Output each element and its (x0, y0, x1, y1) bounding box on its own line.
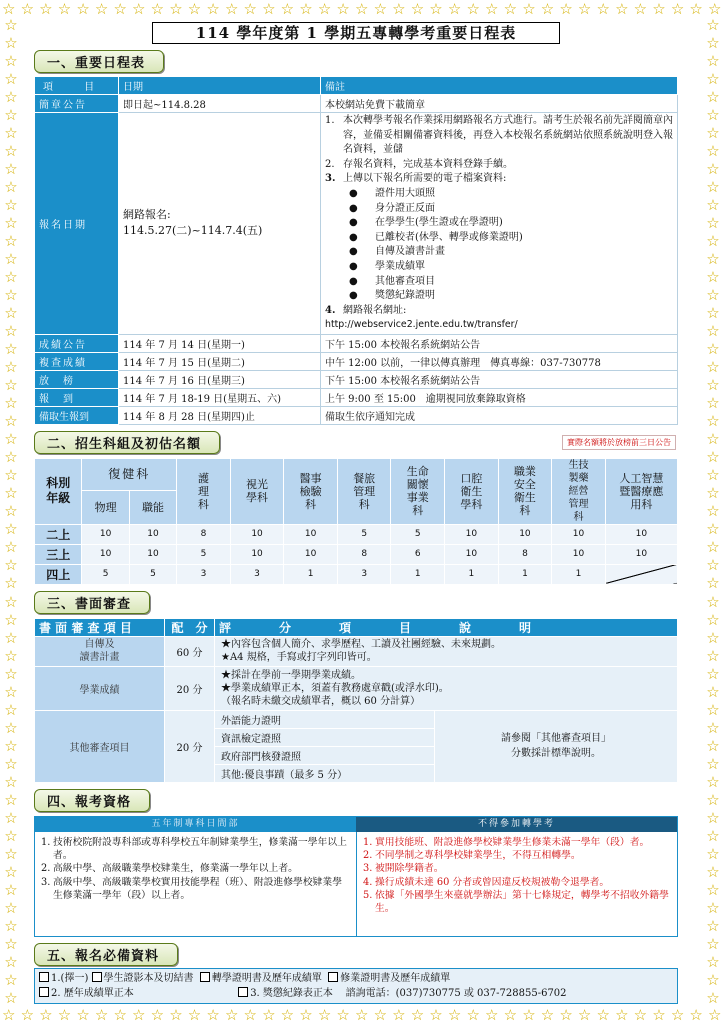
dept-physio: 物理 (82, 490, 129, 524)
quota-value: 8 (498, 544, 552, 564)
qualification-item: 2. 不同學制之專科學校肄業學生，不得互相轉學。 (363, 850, 581, 862)
page-content (34, 22, 678, 1004)
qualification-eligible (35, 817, 356, 936)
quota-value: 10 (230, 524, 284, 544)
review-score: 60 分 (165, 636, 215, 666)
schedule-note: 中午 12:00 以前，一律以傳真辦理 傳真專線：037-730778 (321, 352, 678, 370)
quota-section (34, 425, 678, 454)
grade-label: 二上 (35, 524, 82, 544)
section-documents-heading: 五、報名必備資料 (34, 943, 178, 966)
bullet-icon: ● (349, 187, 358, 199)
bullet-icon: ● (349, 290, 358, 302)
quota-notice: 實際名額將於放榜前三日公告 (562, 435, 676, 450)
quota-value: 10 (82, 524, 129, 544)
bullet-icon: ● (349, 275, 358, 287)
schedule-table (34, 76, 678, 425)
review-row-other (35, 710, 678, 728)
quota-value: 10 (498, 524, 552, 544)
qualification-eligible-list (35, 832, 356, 936)
review-desc: ★內容包含個人簡介、求學歷程、工讀及社團經驗、未來規劃。 ★A4 規格，手寫或打字列印皆可。 (215, 636, 678, 666)
documents-row-1 (39, 971, 673, 986)
review-header-item: 書 面 審 查 項 目 (35, 618, 165, 636)
schedule-date: 114 年 7 月 15 日(星期二) (119, 352, 321, 370)
checkbox[interactable] (39, 987, 49, 997)
quota-value: 1 (498, 564, 552, 584)
checkbox[interactable] (238, 987, 248, 997)
registration-url-link[interactable]: http://webservice2.jente.edu.tw/transfer/ (325, 319, 518, 331)
dept-rehab: 復健科 (82, 458, 177, 490)
note-item: 1. 本次轉學考報名作業採用網路報名方式進行。請考生於報名前先詳閱簡章內容，並備妥相關備審資料後，再登入本校報名系統網站依照系統說明登入報名資料，並儲 (325, 115, 673, 156)
schedule-note: 本校網站免費下載簡章 (321, 95, 678, 113)
review-subitem: 其他:優良事蹟（最多 5 分） (215, 764, 435, 782)
schedule-row (35, 406, 678, 424)
bullet-item: ● 獎懲紀錄證明 (325, 289, 673, 304)
schedule-header-date: 日期 (119, 77, 321, 95)
dept-header: 口腔衛生學科 (445, 458, 499, 524)
section-qualification-heading: 四、報考資格 (34, 789, 150, 812)
section-schedule-heading: 一、重要日程表 (34, 50, 164, 73)
schedule-label: 複查成績 (35, 352, 119, 370)
dept-header: 生命關懷事業科 (391, 458, 445, 524)
review-subitem: 外語能力證明 (215, 710, 435, 728)
bullet-item: ● 其他審查項目 (325, 275, 673, 290)
registration-dates: 114.5.27(二)~114.7.4(五) (123, 224, 263, 238)
quota-value: 1 (552, 564, 606, 584)
doc-label: 轉學證明書及歷年成績單 (211, 972, 322, 984)
quota-value: 5 (391, 524, 445, 544)
quota-value: 8 (177, 524, 231, 544)
schedule-label: 報名日期 (35, 113, 119, 335)
checkbox[interactable] (92, 972, 102, 982)
quota-value: 10 (445, 544, 499, 564)
note-item: 4. 網路報名網址: (325, 304, 407, 316)
dept-header: 護理科 (177, 458, 231, 524)
quota-value: 5 (337, 524, 391, 544)
quota-value: 5 (129, 564, 176, 584)
schedule-header-row (35, 77, 678, 95)
dept-header: 職業安全衛生科 (498, 458, 552, 524)
qualification-eligible-heading: 五年制專科日間部 (35, 817, 356, 832)
schedule-label: 簡章公告 (35, 95, 119, 113)
schedule-date (119, 113, 321, 335)
doc-label: 修業證明書及歷年成績單 (340, 972, 451, 984)
note-item: 2. 存報名資料，完成基本資料登錄手續。 (325, 158, 513, 170)
quota-value: 10 (605, 544, 677, 564)
quota-value: 5 (82, 564, 129, 584)
quota-value: 3 (337, 564, 391, 584)
qualification-item: 5. 依據「外國學生來臺就學辦法」第十七條規定，轉學考不招收外籍學生。 (363, 889, 669, 914)
doc-label: 3. 獎懲紀錄表正本 (250, 987, 333, 999)
bullet-item: ● 身分證正反面 (325, 202, 673, 217)
dept-header: 人工智慧暨醫療應用科 (605, 458, 677, 524)
star-border-right: ☆ ☆ ☆ ☆ ☆ ☆ ☆ ☆ ☆ ☆ ☆ ☆ ☆ ☆ ☆ ☆ ☆ ☆ ☆ ☆ ☆ ☆ ☆ ☆ ☆ ☆ ☆ ☆ ☆ ☆ ☆ ☆ ☆ ☆ ☆ ☆ ☆ ☆ ☆ ☆ ☆ ☆ ☆ ☆ ☆ ☆ ☆ ☆ ☆ ☆ ☆ ☆ ☆ ☆ ☆ (706, 16, 720, 1007)
review-subitem: 資訊檢定證照 (215, 728, 435, 746)
qualification-item: 1. 實用技能班、附設進修學校肄業學生修業未滿一學年（段）者。 (363, 836, 650, 848)
schedule-label: 成績公告 (35, 334, 119, 352)
schedule-date: 114 年 7 月 16 日(星期三) (119, 370, 321, 388)
quota-value: 1 (391, 564, 445, 584)
star-border-bottom: ☆ ☆ ☆ ☆ ☆ ☆ ☆ ☆ ☆ ☆ ☆ ☆ ☆ ☆ ☆ ☆ ☆ ☆ ☆ ☆ ☆ ☆ ☆ ☆ ☆ ☆ ☆ ☆ ☆ ☆ ☆ ☆ ☆ ☆ ☆ ☆ ☆ ☆ ☆ (2, 1006, 722, 1024)
review-other-note: 請參閱「其他審查項目」 分數採計標準說明。 (435, 710, 678, 782)
bullet-item: ● 學業成績單 (325, 260, 673, 275)
section-quota-heading: 二、招生科組及初估名額 (34, 431, 220, 454)
dept-occupational: 職能 (129, 490, 176, 524)
quota-value: 1 (445, 564, 499, 584)
schedule-label: 報 到 (35, 388, 119, 406)
bullet-icon: ● (349, 246, 358, 258)
review-header-score: 配 分 (165, 618, 215, 636)
quota-value: 10 (445, 524, 499, 544)
quota-value: 10 (82, 544, 129, 564)
bullet-icon: ● (349, 202, 358, 214)
quota-header-row (35, 458, 678, 490)
schedule-row-registration (35, 113, 678, 335)
review-desc: ★採計在學前一學期學業成績。 ★學業成績單正本，須蓋有教務處章戳(或浮水印)。 （報名時未繳交成績單者，概以 60 分計算） (215, 666, 678, 710)
page-title: 114 學年度第 1 學期五專轉學考重要日程表 (152, 22, 560, 44)
quota-row (35, 564, 678, 584)
review-score: 20 分 (165, 666, 215, 710)
bullet-item: ● 自傳及讀書計畫 (325, 245, 673, 260)
documents-panel (34, 968, 678, 1004)
quota-value: 1 (284, 564, 338, 584)
schedule-header-item: 項 目 (35, 77, 119, 95)
doc-label: 2. 歷年成績單正本 (51, 987, 134, 999)
review-subitem: 政府部門核發證照 (215, 746, 435, 764)
quota-value: 10 (129, 524, 176, 544)
review-item-label: 自傳及 讀書計畫 (35, 636, 165, 666)
star-border-top: ☆ ☆ ☆ ☆ ☆ ☆ ☆ ☆ ☆ ☆ ☆ ☆ ☆ ☆ ☆ ☆ ☆ ☆ ☆ ☆ ☆ ☆ ☆ ☆ ☆ ☆ ☆ ☆ ☆ ☆ ☆ ☆ ☆ ☆ ☆ ☆ ☆ ☆ ☆ (2, 0, 722, 18)
checkbox[interactable] (39, 972, 49, 982)
checkbox[interactable] (200, 972, 210, 982)
registration-notes (321, 113, 678, 335)
schedule-row (35, 334, 678, 352)
schedule-note: 上午 9:00 至 15:00 逾期視同放棄錄取資格 (321, 388, 678, 406)
qualification-ineligible-list (356, 832, 677, 936)
schedule-note: 備取生依序通知完成 (321, 406, 678, 424)
quota-value: 10 (129, 544, 176, 564)
dept-header: 餐旅管理科 (337, 458, 391, 524)
quota-value: 10 (284, 544, 338, 564)
review-item-label: 學業成績 (35, 666, 165, 710)
review-score: 20 分 (165, 710, 215, 782)
bullet-item: ● 證件用大頭照 (325, 187, 673, 202)
schedule-row (35, 352, 678, 370)
qualification-item: 1. 技術校院附設專科部或專科學校五年制肄業學生，修業滿一學年以上者。 (41, 836, 347, 862)
bullet-icon: ● (349, 217, 358, 229)
grade-label: 四上 (35, 564, 82, 584)
quota-table (34, 458, 678, 585)
dept-header: 生技製藥經營管理科 (552, 458, 606, 524)
bullet-item: ● 已離校者(休學、轉學或修業證明) (325, 231, 673, 246)
schedule-date: 即日起~114.8.28 (119, 95, 321, 113)
dept-header: 醫事檢驗科 (284, 458, 338, 524)
schedule-date: 114 年 7 月 14 日(星期一) (119, 334, 321, 352)
qualification-item: 3. 高級中學、高級職業學校實用技能學程（班）、附設進修學校肄業學生修業滿一學年（段）以上者。 (41, 876, 343, 901)
schedule-date: 114 年 8 月 28 日(星期四)止 (119, 406, 321, 424)
section-review-heading: 三、書面審查 (34, 591, 150, 614)
review-table (34, 618, 678, 783)
review-row-grades (35, 666, 678, 710)
schedule-label: 備取生報到 (35, 406, 119, 424)
quota-value: 10 (230, 544, 284, 564)
quota-corner-cell: 科別 年級 (35, 458, 82, 524)
bullet-icon: ● (349, 231, 358, 243)
star-border-left: ☆ ☆ ☆ ☆ ☆ ☆ ☆ ☆ ☆ ☆ ☆ ☆ ☆ ☆ ☆ ☆ ☆ ☆ ☆ ☆ ☆ ☆ ☆ ☆ ☆ ☆ ☆ ☆ ☆ ☆ ☆ ☆ ☆ ☆ ☆ ☆ ☆ ☆ ☆ ☆ ☆ ☆ ☆ ☆ ☆ ☆ ☆ ☆ ☆ ☆ ☆ ☆ ☆ ☆ ☆ (4, 16, 18, 1007)
quota-value: 5 (177, 544, 231, 564)
qualification-item: 4. 操行成績未達 60 分者或曾因違反校規被勒令退學者。 (363, 876, 610, 888)
schedule-note: 下午 15:00 本校報名系統網站公告 (321, 370, 678, 388)
review-header-desc: 評 分 項 目 說 明 (215, 618, 678, 636)
bullet-item: ● 在學學生(學生證或在學證明) (325, 216, 673, 231)
quota-value: 10 (552, 524, 606, 544)
quota-value: 10 (605, 524, 677, 544)
contact-phone: 諮詢電話：(037)730775 或 037-728855-6702 (345, 987, 567, 999)
schedule-header-note: 備註 (321, 77, 678, 95)
schedule-row (35, 370, 678, 388)
note-item: 3. 上傳以下報名所需要的電子檔案資料: (325, 173, 507, 185)
qualification-ineligible-heading: 不得參加轉學考 (356, 817, 677, 832)
review-row-autobio (35, 636, 678, 666)
doc-label: 學生證影本及切結書 (103, 972, 194, 984)
quota-value: 6 (391, 544, 445, 564)
doc-label: 1.(擇一) (51, 972, 89, 984)
qualification-item: 2. 高級中學、高級職業學校肄業生，修業滿一學年以上者。 (41, 863, 298, 875)
schedule-label: 放 榜 (35, 370, 119, 388)
dept-header: 視光學科 (230, 458, 284, 524)
documents-row-2 (39, 986, 673, 1001)
schedule-row (35, 388, 678, 406)
qualification-ineligible (356, 817, 677, 936)
review-header-row (35, 618, 678, 636)
quota-value-na (605, 564, 677, 584)
quota-value: 8 (337, 544, 391, 564)
qualification-item: 3. 被開除學籍者。 (363, 863, 444, 875)
quota-value: 3 (177, 564, 231, 584)
registration-method: 網路報名: (123, 208, 171, 222)
quota-value: 10 (552, 544, 606, 564)
quota-row (35, 544, 678, 564)
review-item-label: 其他審查項目 (35, 710, 165, 782)
quota-row (35, 524, 678, 544)
schedule-row-brochure (35, 95, 678, 113)
checkbox[interactable] (328, 972, 338, 982)
schedule-note: 下午 15:00 本校報名系統網站公告 (321, 334, 678, 352)
qualification-panel (34, 816, 678, 937)
bullet-icon: ● (349, 260, 358, 272)
quota-value: 10 (284, 524, 338, 544)
quota-value: 3 (230, 564, 284, 584)
schedule-date: 114 年 7 月 18-19 日(星期五、六) (119, 388, 321, 406)
grade-label: 三上 (35, 544, 82, 564)
